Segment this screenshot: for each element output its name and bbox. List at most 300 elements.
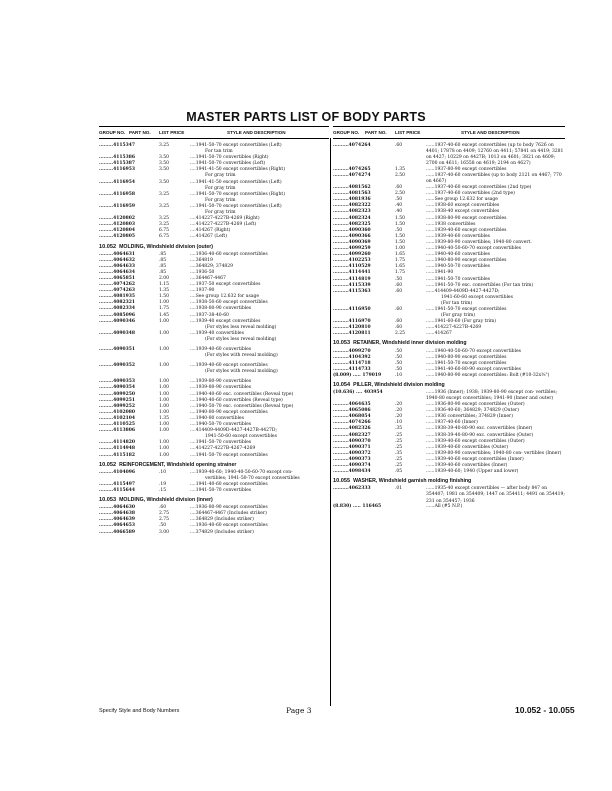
- style-description: ......1937-40-60 convertibles (2nd type): [426, 191, 515, 197]
- part-number: ..........4090371: [333, 444, 371, 450]
- style-description: ....1940-80-90 except convertibles: [190, 409, 268, 415]
- header-group: GROUP NO.: [333, 130, 360, 135]
- part-number: ..........4090366: [333, 233, 371, 239]
- part-number: .........4064630: [99, 505, 136, 511]
- part-number: .........4064631: [99, 251, 136, 257]
- part-number: .........4115182: [99, 452, 136, 458]
- part-number: ..........4102253: [333, 258, 371, 264]
- part-row: [333, 390, 565, 402]
- column-header-right: [333, 126, 565, 139]
- part-number: .........4090351: [99, 347, 136, 352]
- list-price: .50: [395, 360, 403, 366]
- group-range: 10.052 - 10.055: [515, 705, 575, 715]
- list-price: 2.75: [159, 517, 170, 523]
- part-number: ..........4081562: [333, 185, 371, 191]
- style-description: ....1941-50-70 convertibles: [190, 440, 252, 446]
- list-price: 1.65: [395, 264, 406, 270]
- part-number: .........4120803: [99, 222, 136, 228]
- part-number: .........4081935: [99, 294, 136, 300]
- list-price: 1.00: [395, 246, 406, 252]
- part-number: ..........4114819: [333, 276, 371, 282]
- part-number: .........4110525: [99, 422, 136, 428]
- style-description: ....1941-40-60 except convertibles: [190, 481, 268, 487]
- part-number: .........4064633: [99, 263, 136, 269]
- part-number: ..........4099270: [333, 348, 371, 354]
- part-number: .........4066589: [99, 529, 136, 535]
- list-price: 1.00: [159, 403, 170, 409]
- part-number: .........4102104: [99, 415, 136, 421]
- list-price: 3.50: [159, 179, 170, 185]
- list-price: .60: [395, 288, 403, 294]
- list-price: 1.50: [395, 215, 406, 221]
- list-price: 1.45: [159, 312, 170, 318]
- section-heading: [333, 478, 565, 484]
- list-price: .40: [395, 203, 403, 209]
- list-price: .20: [395, 408, 403, 414]
- part-row: [99, 319, 329, 325]
- part-row: [99, 363, 329, 369]
- part-number: .........4099251: [99, 397, 136, 403]
- style-description: ......1938-39-40-80-90 exc. convertibles (Inner): [426, 426, 533, 432]
- group-number: 10.053: [99, 497, 117, 504]
- list-price: .35: [395, 426, 403, 432]
- part-number: (8.009) ..... 179019: [333, 372, 382, 378]
- part-number: .........4064634: [99, 269, 136, 275]
- style-description: ....1941-41-50 except convertibles (Right): [190, 167, 285, 173]
- part-row: [333, 289, 565, 295]
- part-row: [333, 504, 565, 510]
- style-description: ....364467-4467: [190, 275, 226, 281]
- style-description: ......1936-40-60; 364829; 374829 (Outer): [426, 408, 519, 414]
- style-description: ....414227-4227B-4269 (Right): [190, 216, 260, 222]
- section-name: PILLER, Windshield division molding: [353, 382, 445, 388]
- list-price: .25: [395, 432, 403, 438]
- part-row: [333, 173, 565, 185]
- list-price: 1.50: [395, 239, 406, 245]
- part-number: ..........4074274: [333, 173, 371, 179]
- list-price: .85: [159, 269, 167, 275]
- part-number: ..........4114441: [333, 270, 371, 276]
- part-row: [99, 204, 329, 210]
- style-description: ....1937-38-40-60: [190, 312, 229, 318]
- style-description: ....1939-40-60; 1940-40-50-60-70 except con-: [190, 469, 293, 475]
- page-number: Page 3: [286, 706, 312, 715]
- list-price: 1.35: [159, 288, 170, 294]
- section-heading: [333, 340, 565, 346]
- style-description: ....414267 (Right): [190, 228, 231, 234]
- section-heading: [99, 497, 329, 503]
- list-price: .20: [395, 402, 403, 408]
- part-number: .........4116959: [99, 203, 136, 209]
- list-price: 1.00: [159, 391, 170, 397]
- list-price: .01: [395, 486, 403, 492]
- list-price: 3.50: [159, 167, 170, 173]
- list-price: 1.00: [159, 422, 170, 428]
- part-number: .........4064638: [99, 511, 136, 517]
- style-description: ......1940-40-50-60-70 except convertibles: [426, 246, 521, 252]
- part-number: .........4115347: [99, 143, 136, 148]
- style-description: ......1939-40-60 except convertibles (Inner): [426, 456, 524, 462]
- style-description: ......414409-4409D-4427-4427D;: [426, 288, 500, 294]
- part-row: [99, 530, 329, 536]
- part-number: ..........4082324: [333, 215, 371, 221]
- part-number: .........4104096: [99, 469, 136, 475]
- style-description: ......All (#5 N.P.): [426, 504, 463, 510]
- style-description: ....1941-50-70 except convertibles (Left): [190, 203, 282, 209]
- style-description: ....1937-50 except convertibles: [190, 282, 261, 288]
- section-name: WASHER, Windshield garnish molding finishing: [353, 478, 472, 485]
- style-description: ....1941-50-70 except convertibles (Right): [190, 191, 285, 197]
- style-description: ......1940-50-70 convertibles: [426, 264, 490, 270]
- list-price: 1.75: [395, 270, 406, 276]
- part-number: .........4102080: [99, 409, 136, 415]
- list-price: 1.00: [159, 409, 170, 415]
- style-description: ....1936-50: [190, 269, 215, 275]
- description-continuation: (For styles less reveal molding): [205, 336, 277, 342]
- list-price: 3.25: [159, 191, 170, 197]
- part-number: ..........4120810: [333, 325, 371, 331]
- description-continuation: vertibles; 1941-50-70 except convertibles: [205, 475, 300, 481]
- style-description: ....1939-40 except convertibles: [190, 318, 261, 324]
- style-description: ......414227-4227B-4269: [426, 325, 482, 331]
- list-price: 1.00: [159, 446, 170, 452]
- list-price: 1.75: [159, 306, 170, 312]
- style-description: ......1940-80-90 except convertibles: [426, 258, 507, 264]
- part-row: [333, 307, 565, 313]
- header-group: GROUP NO.: [99, 130, 126, 135]
- style-description: ......1941-50-70 except convertibles: [426, 306, 507, 312]
- part-number: .........4064639: [99, 517, 136, 523]
- list-price: .50: [395, 354, 403, 360]
- style-description: ......1937-40-60 except convertibles (up to body 7626 on 4401; 17878 on 4409; 12760 on 4411; 57841 on 4419; 3281 on 4427; 10229 on 4427B; 1013 on 4601; 3821 on 4609; 2700 on 4611; 16558 on 4619; 2194 on 4627): [426, 143, 564, 167]
- list-price: 1.15: [159, 282, 170, 288]
- style-description: ......1938-60 except convertibles: [426, 203, 500, 209]
- part-row: [99, 234, 329, 240]
- column-header-left: [99, 126, 329, 139]
- style-description: ......1939-40-60 convertibles (Inner): [426, 463, 508, 469]
- part-number: .........4099250: [99, 391, 136, 397]
- list-price: 3.25: [159, 216, 170, 222]
- header-style: STYLE AND DESCRIPTION: [461, 130, 520, 135]
- part-row: [99, 470, 329, 476]
- group-number: 10.052: [99, 243, 117, 250]
- list-price: 2.00: [159, 275, 170, 281]
- list-price: 6.75: [159, 234, 170, 240]
- part-number: .........4115386: [99, 155, 136, 161]
- list-price: 1.00: [159, 428, 170, 434]
- style-description: ......1940-40-50-60-70 except convertibles: [426, 348, 521, 354]
- list-price: .50: [395, 366, 403, 372]
- list-price: 3.25: [159, 203, 170, 209]
- style-description: ....414267 (Left): [190, 234, 227, 240]
- part-number: .........4090346: [99, 318, 136, 324]
- list-price: 3.00: [159, 529, 170, 535]
- list-price: 3.25: [159, 143, 170, 148]
- list-price: 3.50: [159, 155, 170, 161]
- list-price: .60: [395, 325, 403, 331]
- style-description: ....1940-50-70 exc. convertibles (Reveal type): [190, 403, 294, 409]
- style-description: ......1937-40-60 convertibles (up to body 2121 on 4467; 770 on 4667): [426, 173, 562, 185]
- description-continuation: (For styles with reveal molding): [205, 353, 278, 359]
- style-description: ....1940-40-60 convertibles (Reveal type): [190, 397, 283, 403]
- part-number: ..........4115363: [333, 288, 371, 294]
- part-row: [99, 143, 329, 149]
- list-price: 1.50: [395, 233, 406, 239]
- description-continuation: For gray trim: [205, 173, 236, 179]
- list-price: 2.25: [395, 331, 406, 337]
- part-number: .........4115497: [99, 481, 136, 487]
- part-number: .........4064653: [99, 523, 136, 529]
- part-number: .........4113806: [99, 428, 136, 434]
- list-price: .50: [395, 276, 403, 282]
- style-description: ....1938-80-90 convertibles: [190, 306, 252, 312]
- style-description: ....1939-80-90 convertibles: [190, 379, 252, 385]
- part-number: ..........4081936: [333, 197, 371, 203]
- section-name: MOLDING, Windshield division (outer): [119, 243, 214, 250]
- style-description: ....1937-90: [190, 288, 215, 294]
- group-number: 10.052: [99, 461, 117, 468]
- part-number: ..........4082323: [333, 209, 371, 215]
- style-description: ....1939-40-60 except convertibles: [190, 363, 268, 369]
- group-number: 10.054: [333, 382, 351, 388]
- part-row: [99, 488, 329, 494]
- style-description: ....1939-40-60 convertibles: [190, 347, 252, 352]
- style-description: ......1936 convertibles; 374829 (Inner): [426, 414, 513, 420]
- part-number: .........4074262: [99, 282, 136, 288]
- column-divider: [330, 138, 331, 706]
- part-number: .........4090353: [99, 379, 136, 385]
- part-number: (10.636) .... 403954: [333, 390, 383, 396]
- part-row: [99, 331, 329, 337]
- style-description: ....364829 (Includes striker): [190, 517, 254, 523]
- part-number: ..........4099259: [333, 246, 371, 252]
- style-description: ......1937-80-90 except convertibles: [426, 167, 507, 172]
- section-name: RETAINER, Windshield inner division molding: [353, 340, 467, 347]
- description-continuation: 1941-60-60 except convertibles: [441, 294, 513, 300]
- description-continuation: (For styles with reveal molding): [205, 369, 278, 375]
- list-price: .19: [159, 481, 167, 487]
- style-description: ....1940-40-60 exc. convertibles (Reveal type): [190, 391, 294, 397]
- description-continuation: For gray trim: [205, 185, 236, 191]
- style-description: ....See group 12.632 for usage: [190, 294, 260, 300]
- part-row: [99, 347, 329, 353]
- part-row: [333, 331, 565, 337]
- style-description: ......1939-40-60 except convertibles (Outer): [426, 438, 525, 444]
- part-number: ..........4090372: [333, 450, 371, 456]
- style-description: ....1936-40-60 except convertibles: [190, 523, 268, 529]
- part-number: ..........4114718: [333, 360, 371, 366]
- part-number: ..........4074264: [333, 143, 371, 148]
- part-number: .........4082334: [99, 306, 136, 312]
- list-price: 1.00: [159, 300, 170, 306]
- style-description: ....414227-4227B-4267-4269: [190, 446, 256, 452]
- list-price: .60: [159, 505, 167, 511]
- list-price: .50: [159, 523, 167, 529]
- style-description: ......1941-50-70 exc. convertibles (For tan trim): [426, 282, 534, 288]
- part-row: [99, 192, 329, 198]
- style-description: ......1940-80-90 except convertibles: [426, 354, 507, 360]
- list-price: .85: [159, 257, 167, 263]
- style-description: ......1939-40-60 except convertibles: [426, 227, 507, 233]
- style-description: ....414227-4227B-4269 (Left): [190, 222, 257, 228]
- style-description: ......1938-40 except convertibles: [426, 209, 500, 215]
- parts-column-left: [99, 143, 329, 536]
- description-continuation: 1941-50-60 except convertibles: [205, 434, 277, 440]
- list-price: 1.00: [159, 330, 170, 336]
- style-description: ......1937-40-60 except convertibles (2nd type): [426, 185, 532, 191]
- list-price: .10: [395, 420, 403, 426]
- list-price: 6.75: [159, 228, 170, 234]
- part-number: .........4115387: [99, 161, 136, 167]
- list-price: .60: [395, 306, 403, 312]
- style-description: ......1935-40 except convertibles — after body 847 on 354407; 1981 on 354409; 1447 on 354411; 4491 on 354419; 231 on 354457; 1936: [426, 486, 565, 504]
- description-continuation: For tan trim: [205, 149, 233, 155]
- part-number: ..........4090360: [333, 227, 371, 233]
- style-description: ......1940-80-90 except convertibles: Bolt (#10-32x⅜"): [426, 372, 550, 378]
- style-description: ......1938-80-90 except convertibles: [426, 215, 507, 221]
- list-price: 1.65: [395, 252, 406, 258]
- list-price: 3.25: [159, 222, 170, 228]
- list-price: .10: [159, 469, 167, 475]
- parts-column-right: [333, 143, 565, 510]
- part-row: [99, 167, 329, 173]
- list-price: .85: [159, 263, 167, 269]
- header-style: STYLE AND DESCRIPTION: [227, 130, 286, 135]
- list-price: 1.00: [159, 452, 170, 458]
- part-number: ..........4082327: [333, 432, 371, 438]
- part-number: ..........4090369: [333, 239, 371, 245]
- style-description: ......1941-50-70 convertibles: [426, 276, 490, 282]
- style-description: ....1936-40-60 except convertibles: [190, 251, 268, 257]
- part-number: ..........4104392: [333, 354, 371, 360]
- list-price: .60: [395, 143, 403, 148]
- style-description: ......1939-80-90 convertibles; 1940-80 convert.: [426, 239, 532, 245]
- part-number: ..........4099260: [333, 252, 371, 258]
- list-price: .85: [159, 251, 167, 257]
- style-description: ......1939-40-60 convertibles: [426, 233, 490, 239]
- list-price: 1.00: [159, 397, 170, 403]
- list-price: 1.00: [159, 440, 170, 446]
- part-number: .........4116958: [99, 191, 136, 197]
- section-heading: [99, 244, 329, 250]
- part-number: ..........4082322: [333, 203, 371, 209]
- style-description: ......1940-40-60 convertibles: [426, 252, 490, 258]
- list-price: 1.50: [159, 294, 170, 300]
- description-continuation: For gray trim: [205, 210, 236, 216]
- list-price: 1.00: [159, 379, 170, 385]
- part-number: .........4090354: [99, 385, 136, 391]
- part-number: .........4065851: [99, 275, 136, 281]
- style-description: ....1936-80-90 except convertibles: [190, 505, 268, 511]
- style-description: ....1941-50-70 except convertibles: [190, 452, 268, 458]
- style-description: ....1940-80 convertibles: [190, 415, 244, 421]
- section-name: REINFORCEMENT, Windshield opening strainer: [119, 461, 237, 468]
- list-price: .60: [395, 282, 403, 288]
- list-price: 2.50: [395, 191, 406, 197]
- style-description: ......414267: [426, 331, 452, 337]
- part-row: [99, 428, 329, 434]
- list-price: .25: [395, 463, 403, 469]
- style-description: ......1941-90: [426, 270, 454, 276]
- group-number: 10.053: [333, 340, 351, 347]
- part-number: .........4064632: [99, 257, 136, 263]
- part-row: [99, 180, 329, 186]
- header-part: PART NO.: [365, 130, 387, 135]
- footer-note: Specify Style and Body Numbers: [99, 708, 180, 714]
- list-price: .60: [395, 185, 403, 191]
- part-number: .........4120802: [99, 216, 136, 222]
- part-number: .........4085096: [99, 312, 136, 318]
- list-price: 1.00: [159, 363, 170, 369]
- header-part: PART NO.: [129, 130, 151, 135]
- part-number: ..........4090373: [333, 456, 371, 462]
- part-number: ..........4081563: [333, 191, 371, 197]
- group-number: 10.055: [333, 478, 351, 485]
- style-description: ......1936-80-90 except convertibles (Outer): [426, 402, 525, 408]
- list-price: .25: [395, 456, 403, 462]
- style-description: ....1939-40 convertibles: [190, 330, 244, 336]
- part-number: ..........4090374: [333, 463, 371, 469]
- list-price: 1.00: [159, 347, 170, 352]
- part-number: ..........4116970: [333, 319, 371, 325]
- list-price: 2.50: [395, 173, 406, 179]
- part-number: ..........4082325: [333, 221, 371, 227]
- part-number: .........4074263: [99, 288, 136, 294]
- header-price: LIST PRICE: [395, 130, 421, 135]
- style-description: ......1941-40-60-80-90 except convertibles: [426, 366, 521, 372]
- section-heading: [99, 462, 329, 468]
- list-price: 2.75: [159, 511, 170, 517]
- style-description: ....1941-50-70 except convertibles (Left): [190, 143, 282, 148]
- list-price: .10: [395, 372, 403, 378]
- part-number: ..........4120811: [333, 331, 371, 337]
- description-continuation: (For tan trim): [441, 300, 473, 306]
- style-description: ....1938-50-60 except convertibles: [190, 300, 268, 306]
- part-number: ..........4090370: [333, 438, 371, 444]
- part-number: ..........4074266: [333, 420, 371, 426]
- list-price: .25: [395, 444, 403, 450]
- list-price: 1.00: [159, 385, 170, 391]
- list-price: 1.35: [395, 167, 406, 172]
- part-number: ..........4065086: [333, 408, 371, 414]
- style-description: ....1941-50-70 convertibles (Right): [190, 155, 269, 161]
- list-price: .60: [395, 319, 403, 325]
- style-description: ....1941-41-50 except convertibles (Left): [190, 179, 282, 185]
- style-description: ....364829; 374829: [190, 263, 234, 269]
- part-number: ..........4115339: [333, 282, 371, 288]
- part-number: .........4114948: [99, 446, 136, 452]
- part-number: ..........4110529: [333, 264, 371, 270]
- style-description: ......1937-40-60 (Inner): [426, 420, 478, 426]
- part-number: .........4082321: [99, 300, 136, 306]
- style-description: ....414409-4409D-4427-4427B-4427D;: [190, 428, 277, 434]
- style-description: ......1936 (Inner); 1938; 1939-80-90 except con- vertibles; 1940-80 except convertibles; 1941-90 (Inner and outer): [426, 390, 558, 402]
- list-price: 1.00: [159, 318, 170, 324]
- style-description: ......1941-60-60 (For gray trim): [426, 319, 496, 325]
- part-row: [333, 143, 565, 167]
- part-number: ..........4068054: [333, 414, 371, 420]
- part-number: .........4115644: [99, 487, 136, 493]
- list-price: 3.50: [159, 161, 170, 167]
- style-description: ......1939-40-60; 1940 (Upper and lower): [426, 469, 519, 475]
- style-description: ......See group 12.632 for usage: [426, 197, 498, 203]
- style-description: ....1940-50-70 convertibles: [190, 422, 252, 428]
- style-description: ....1941-50-70 convertibles: [190, 487, 252, 493]
- list-price: 1.50: [395, 221, 406, 227]
- part-number: .........4116954: [99, 179, 136, 185]
- part-number: ..........4064635: [333, 402, 371, 408]
- header-price: LIST PRICE: [159, 130, 185, 135]
